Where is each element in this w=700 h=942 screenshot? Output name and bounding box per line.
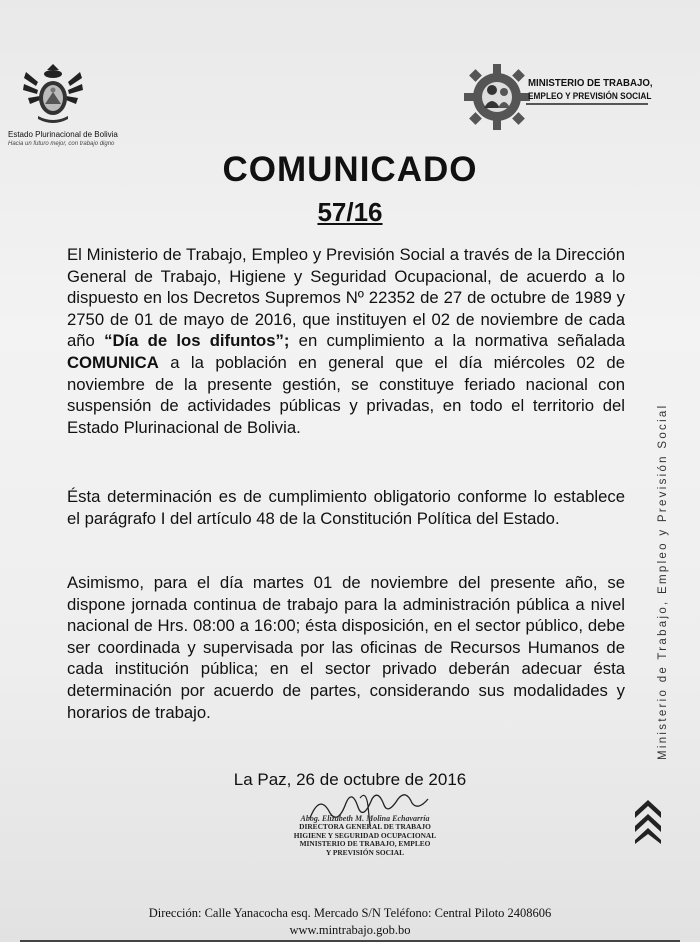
paragraph-1-part1: El Ministerio de Trabajo, Empleo y Previsión Social a través de la Dirección General de Trabajo, Higiene y Seguridad Ocupacional, de acuerdo a lo dispuesto en los Decretos Supremos Nº 22352 de 27 de octubre de 1989 y 2750 de 01 de mayo de 2016, que instituyen el 02 de noviembre de cada año bbox=[67, 245, 625, 351]
vertical-ministry-text: Ministerio de Trabajo, Empleo y Previsión Social bbox=[657, 403, 669, 760]
chevron-up-icon bbox=[633, 798, 663, 844]
stamp-line4: Y PREVISIÓN SOCIAL bbox=[325, 847, 405, 857]
left-logo-name: Estado Plurinacional de Bolivia bbox=[8, 130, 118, 139]
paragraph-3: Asimismo, para el día martes 01 de noviembre del presente año, se dispone jornada continua de trabajo para la administración pública a nivel nacional de Hrs. 08:00 a 16:00; ésta disposición, en el sector público, debe ser coordinada y supervisada por las oficinas de Recursos Humanos de cada institución pública; en el sector privado deberán adecuar ésta determinación por acuerdo de partes, considerando sus modalidades y horarios de trabajo. bbox=[67, 573, 625, 722]
document-title: COMUNICADO bbox=[222, 150, 478, 189]
left-logo-motto: Hacia un futuro mejor, con trabajo digno bbox=[8, 141, 115, 147]
document-date: La Paz, 26 de octubre de 2016 bbox=[233, 770, 467, 789]
document-number bbox=[0, 197, 700, 228]
paragraph-1-part2: en cumplimiento a la normativa señalada bbox=[289, 331, 626, 351]
paragraph-1-part3: a la población en general que el día miércoles 02 de noviembre de la presente gestión, se constituye feriado nacional con suspensión de actividades públicas y privadas, en todo el territorio del Estado Plurinacional de Bolivia. bbox=[67, 352, 625, 437]
logo-divider bbox=[526, 103, 648, 105]
footer-website: www.mintrabajo.gob.bo bbox=[289, 923, 411, 937]
stamp-line1: DIRECTORA GENERAL DE TRABAJO bbox=[299, 822, 431, 831]
ministry-logo-line2: EMPLEO Y PREVISIÓN SOCIAL bbox=[528, 91, 652, 101]
paragraph-2: Ésta determinación es de cumplimiento obligatorio conforme lo establece el parágrafo I del artículo 48 de la Constitución Política del Estado. bbox=[67, 487, 625, 528]
stamp-line3: MINISTERIO DE TRABAJO, EMPLEO bbox=[299, 839, 431, 849]
holiday-name: “Día de los difuntos”; bbox=[104, 331, 290, 351]
gear-people-icon bbox=[462, 62, 532, 132]
official-stamp bbox=[270, 814, 460, 857]
stamp-line2: HIGIENE Y SEGURIDAD OCUPACIONAL bbox=[293, 830, 437, 840]
comunica-word: COMUNICA bbox=[67, 352, 159, 372]
paragraph-1 bbox=[67, 244, 625, 438]
footer-address: Dirección: Calle Yanacocha esq. Mercado S/N Teléfono: Central Piloto 2408606 bbox=[148, 906, 552, 920]
coat-of-arms-logo bbox=[8, 58, 158, 158]
bolivia-coat-of-arms-icon bbox=[18, 58, 88, 128]
ministry-logo-line1: MINISTERIO DE TRABAJO, bbox=[528, 77, 653, 89]
stamp-name: Abog. Elizabeth M. Molina Echavarría bbox=[300, 814, 430, 823]
ministry-logo bbox=[462, 62, 662, 142]
document-number-text: 57/16 bbox=[317, 197, 383, 227]
